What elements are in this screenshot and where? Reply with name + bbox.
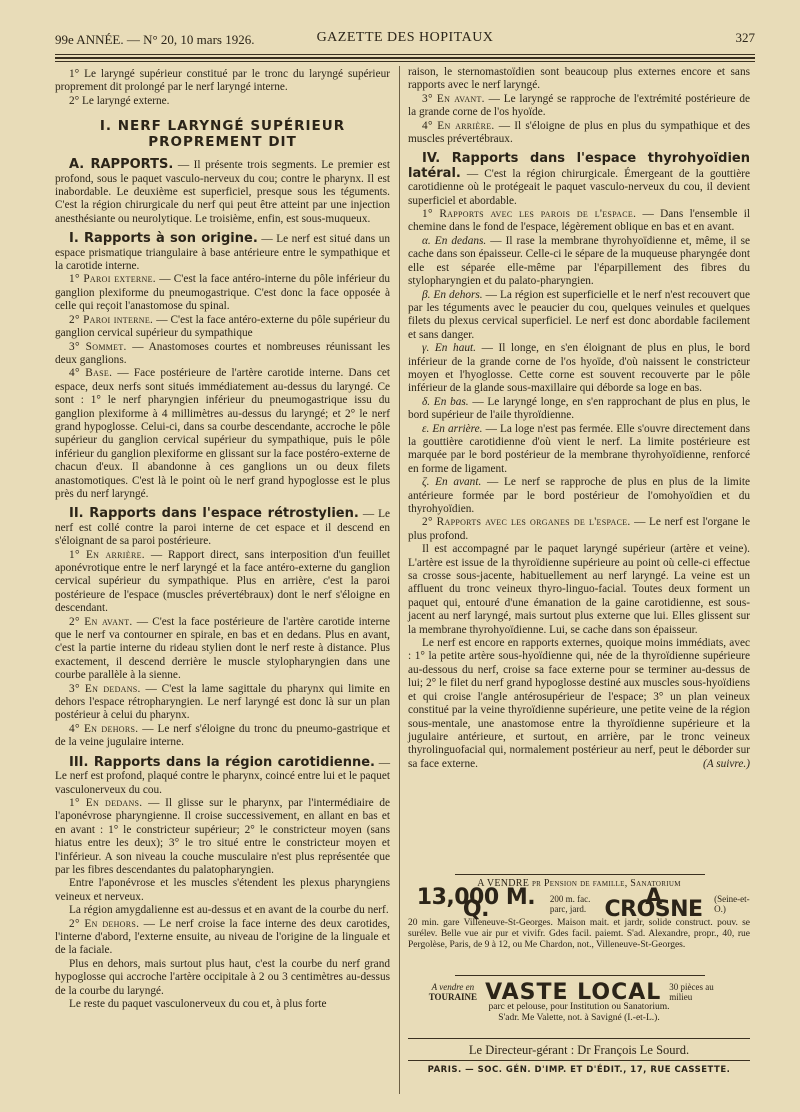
- label: 1° En dedans.: [69, 796, 143, 809]
- ad-headline: A VENDRE pr Pension de famille, Sanatorium: [477, 878, 681, 889]
- footer-rule: [408, 1038, 750, 1039]
- paragraph: [55, 756, 390, 797]
- text: — Le nerf se rapproche de plus en plus de la limite antérieure formée par le bord postérieur de l'omohyoïdien et du thyrohyoïdien.: [408, 476, 750, 515]
- label: 2° Rapports avec les organes de l'espace.: [422, 516, 631, 529]
- ad-place: A CROSNE: [604, 885, 703, 922]
- heading: I. Rapports à son origine.: [69, 231, 258, 247]
- text: — C'est la lame sagittale du pharynx qui limite en dehors l'espace rétropharyngien. Le nerf laryngé est donc là sur un plan postérieur à celui du pharynx.: [55, 682, 390, 722]
- paragraph: [55, 273, 390, 313]
- ad-text: 20 min. gare Villeneuve-St-Georges. Maison mait. et jardr, solide construct. pouv. se surélev. Belle vue air pur et vivifr. Gdes facil. paiemt. S'ad. Alexandre, propr., 40, rue Pergolèse, Paris, de 9 à 12, ou Me Chardon, not., Villeneuve-St-Georges.: [408, 918, 750, 950]
- label: ζ. En avant.: [422, 476, 482, 489]
- paragraph: [55, 232, 390, 273]
- section-title-line: PROPREMENT DIT: [148, 134, 297, 151]
- paragraph: raison, le sternomastoïdien sont beaucoup plus externes encore et sans rapports avec le nerf laryngé.: [408, 66, 750, 92]
- label: ε. En arrière.: [422, 422, 483, 435]
- ad-text: 30 pièces au milieu: [669, 982, 714, 1002]
- text: — La loge n'est pas fermée. Elle s'ouvre directement dans la gouttière carotidienne d'où vient le nerf. La limite postérieure est marquée par le bord postérieur de la membrane thyrohyoïdienne, renforcé en forme de ligament.: [408, 422, 751, 475]
- ad-row: [408, 979, 750, 1005]
- advertisement-sale: [408, 878, 750, 972]
- label: 4° Base.: [69, 367, 113, 380]
- ad-location: [429, 982, 477, 1002]
- column-separator: [399, 66, 400, 1094]
- label: 2° En dehors.: [69, 917, 140, 930]
- paragraph: [55, 341, 390, 368]
- text: — Dans l'ensemble il chemine dans le fond de l'espace, légèrement oblique en bas et en avant.: [408, 208, 750, 234]
- label: γ. En haut.: [422, 342, 476, 355]
- paragraph: [55, 616, 390, 683]
- ad-headline: VASTE LOCAL: [485, 979, 662, 1005]
- text: — C'est la face postérieure de l'artère carotide interne que le nerf va contourner en spirale, en bas et en dedans. Plus en avant, c'est la partie interne du rideau stylien dont le nerf reste à distance. Plus exactement, il descend derrière le muscle stylopharyngien dans une courbe parallèle à la sienne.: [55, 615, 391, 682]
- ad-dept: (Seine-et-O.): [714, 894, 750, 914]
- ad-text: TOURAINE: [428, 992, 478, 1002]
- text: — Le nerf est situé dans un espace prismatique triangulaire à base antérieure entre le sympathique et la carotide interne.: [55, 233, 390, 273]
- text: — Le nerf est collé contre la paroi interne de cet espace et il descend en s'éloignant de sa paroi postérieure.: [55, 508, 391, 548]
- paragraph: [408, 93, 750, 120]
- paragraph: [408, 396, 750, 423]
- text: — Le nerf est profond, plaqué contre le pharynx, coincé entre lui et le paquet vasculonerveux du cou.: [55, 756, 391, 796]
- label: 4° En dehors.: [69, 722, 139, 735]
- paragraph: [55, 507, 390, 548]
- paragraph: [55, 918, 390, 958]
- paragraph: [408, 342, 750, 396]
- label: δ. En bas.: [422, 395, 469, 408]
- label: β. En dehors.: [422, 288, 483, 301]
- ad-price: 13,000 M. Q.: [416, 885, 536, 922]
- label: 1° Paroi externe.: [69, 273, 156, 286]
- label: α. En dedans.: [422, 234, 487, 247]
- label: 3° En dedans.: [69, 682, 141, 695]
- paragraph: [408, 423, 750, 477]
- printer-line: PARIS. — SOC. GÉN. D'IMP. ET D'ÉDIT., 17, RUE CASSETTE.: [427, 1065, 731, 1075]
- label: 1° En arrière.: [69, 548, 145, 561]
- paragraph: [408, 637, 750, 771]
- text: Le nerf est encore en rapports externes, quoique moins immédiats, avec : 1° la petite artère sous-hyoïdienne qui, née de la thyroïdienne supérieure au-dessous du nerf, croise sa face externe pour se terminer au-dessus de lui; 2° le filet du nerf grand hypoglosse destiné aux muscles sous-hyoïdiens et qui croise l'angle antérosupérieur de l'espace; 3° un plan veineux constitué par la veine thyroïdienne supérieure, une petite veine de la région sous-mentale, une anastomose entre la thyroïdienne supérieure et la jugulaire antérieure, et surtout, en arrière, par le tronc veineux thyrolinguofacial qui, normalement postérieur au nerf, peut le déborder sur sa face externe.: [408, 637, 750, 770]
- advertisement-touraine: [408, 979, 750, 1034]
- header-rule: [55, 57, 755, 59]
- ad-text: A vendre en: [431, 982, 475, 992]
- text: — Il présente trois segments. Le premier est profond, sous le paquet vasculo-nerveux du cou; contre le pharynx. Il est inabordable. Le deuxième est superficiel, presque sous les téguments. C'est la région chirurgicale du nerf qui peut être atteint par une injection anesthésiante ou neurolytique. Le troisième, enfin, est sous-muqueux.: [55, 159, 390, 225]
- paragraph: Le reste du paquet vasculonerveux du cou et, à plus forte: [69, 998, 327, 1010]
- paragraph: [55, 314, 390, 341]
- to-be-continued: (A suivre.): [702, 757, 750, 770]
- section-title: [55, 118, 390, 150]
- left-column: [55, 68, 390, 1011]
- paragraph: Plus en dehors, mais surtout plus haut, c'est la courbe du nerf grand hypoglosse qui accroche l'artère occipitale à 2 ou 3 centimètres au-dessus de la courbe du laryngé.: [55, 957, 390, 997]
- paragraph: [408, 208, 750, 235]
- text: — La région est superficielle et le nerf n'est recouvert que par les téguments avec le peaucier du cou, quelques veinules et quelques filets du plexus cervical superficiel. Le nerf est donc abordable facilement et sans danger.: [408, 288, 750, 341]
- header-rule: [55, 54, 755, 55]
- paragraph: [55, 549, 390, 616]
- paragraph: [55, 683, 390, 723]
- ad-text: parc et pelouse, pour Institution ou Sanatorium.: [488, 1002, 670, 1012]
- heading: II. Rapports dans l'espace rétrostylien.: [69, 506, 359, 522]
- section-title-line: I. NERF LARYNGÉ SUPÉRIEUR: [99, 118, 346, 135]
- label: 1° Rapports avec les parois de l'espace.: [422, 208, 637, 221]
- text: — C'est la région chirurgicale. Émergeant de la gouttière carotidienne où le protégeait le paquet vasculo-nerveux du cou, il devient superficiel et abordable.: [408, 167, 750, 207]
- text: — Le nerf croise la face interne des deux carotides, l'interne d'abord, l'externe ensuite, au niveau de l'origine de la linguale et de la faciale.: [55, 917, 390, 957]
- text: — Le laryngé se rapproche de l'extrémité postérieure de la grande corne de l'os hyoïde.: [408, 92, 751, 119]
- paragraph: [408, 120, 750, 147]
- footer-rule: [408, 1060, 750, 1061]
- ad-text: S'adr. Me Valette, not. à Savigné (I.-et-L.).: [498, 1013, 660, 1023]
- paragraph: [408, 289, 750, 343]
- page-number: 327: [735, 30, 755, 45]
- paragraph: [55, 158, 390, 226]
- label: 3° En avant.: [422, 92, 485, 105]
- ad-row: [408, 885, 750, 922]
- paragraph: [55, 367, 390, 501]
- paragraph: [408, 235, 750, 289]
- ad-detail: 200 m. fac. parc, jard.: [549, 894, 591, 914]
- right-column: [408, 66, 750, 771]
- label: 2° Paroi interne.: [69, 313, 154, 326]
- heading: IV. Rapports dans l'espace thyrohyoïdien latéral.: [408, 151, 750, 181]
- paragraph: 2° Le laryngé externe.: [69, 94, 170, 107]
- text: — Il longe, en s'en éloignant de plus en plus, le bord inférieur de la grande corne de l'os hyoïde, d'où naissent le constricteur moyen et l'hyoglosse. Cette corne est souvent recouverte par le pôle inférieur de la glande sous-maxillaire qui déborde sa loge en bas.: [408, 342, 751, 395]
- ad-rule: [455, 874, 705, 875]
- header-rule: [55, 61, 755, 62]
- page-header: [55, 28, 755, 50]
- text: — Il rase la membrane thyrohyoïdienne et, même, il se cache dans son épaisseur. Celle-ci le sépare de la muqueuse pharyngée dont elle est séparée elle-même par l'éparpillement des fibres du stylopharyngien et du palato-pharyngien.: [408, 234, 750, 288]
- text: — Il s'éloigne de plus en plus du sympathique et des muscles prévertébraux.: [408, 119, 750, 146]
- label: 4° En arrière.: [422, 119, 495, 132]
- issue-info: 99e ANNÉE. — N° 20, 10 mars 1926.: [55, 32, 255, 47]
- paragraph: La région amygdalienne est au-dessus et en avant de la courbe du nerf.: [69, 904, 389, 917]
- label: 2° En avant.: [69, 615, 133, 628]
- paragraph: Il est accompagné par le paquet laryngé supérieur (artère et veine). L'artère est issue de la thyroïdienne supérieure au point où celle-ci effectue sa crosse sous-jacente, habituellement au nerf laryngé. La veine est un affluent du tronc veineux thyro-linguo-facial. Toutes deux forment un paquet qui, entouré d'une émanation de la gaine carotidienne, est sous-jacent au nerf laryngé, mais surtout plus externe que lui. Elles glissent sur la membrane thyrohyoïdienne. Lui, se cache dans son épaisseur.: [408, 543, 750, 636]
- paragraph: 1° Le laryngé supérieur constitué par le tronc du laryngé supérieur proprement dit prolongé par le nerf laryngé interne.: [55, 68, 390, 94]
- text: — Le nerf s'éloigne du tronc du pneumo-gastrique et de la veine jugulaire interne.: [55, 722, 390, 749]
- paragraph: [55, 723, 390, 750]
- text: — Rapport direct, sans interposition d'un feuillet aponévrotique entre le nerf laryngé et la face antéro-externe du ganglion cervical supérieur du sympathique. Plus en arrière, c'est la paroi postérieure de l'espace (muscles prévertébraux) dont le nerf s'éloigne en descendant.: [55, 548, 390, 615]
- text: — Il glisse sur le pharynx, par l'intermédiaire de l'aponévrose pharyngienne. Il croise successivement, en allant en bas et en avant : 1° le constricteur supérieur; 2° le constricteur moyen (sans hiatus entre les deux); 3° le tro situé entre le constricteur moyen et l'inférieur. A son niveau la couche musculaire n'est plus représentée que par les fibres descendantes du palatopharyngien.: [55, 796, 391, 876]
- label: 3° Sommet.: [69, 340, 127, 353]
- heading: A. RAPPORTS.: [69, 157, 174, 173]
- paragraph: Entre l'aponévrose et les muscles s'étendent les plexus pharyngiens veineux et nerveux.: [55, 877, 390, 903]
- ad-rule: [455, 975, 705, 976]
- text: — C'est la face antéro-interne du pôle inférieur du ganglion plexiforme du pneumogastrique. C'est donc la face opposée à celle qui reçoit l'anastomose du spinal.: [55, 273, 390, 313]
- text: — Anastomoses courtes et nombreuses réunissant les deux ganglions.: [55, 340, 391, 366]
- text: — Le nerf est l'organe le plus profond.: [408, 516, 750, 542]
- paragraph: [408, 152, 750, 208]
- paragraph: [55, 797, 390, 877]
- journal-title: GAZETTE DES HOPITAUX: [316, 30, 494, 45]
- director-line: Le Directeur-gérant : Dr François Le Sourd.: [468, 1043, 690, 1057]
- text: — C'est la face antéro-externe du pôle supérieur du ganglion cervical supérieur du sympathique: [55, 313, 390, 340]
- paragraph: [408, 516, 750, 543]
- text: — Face postérieure de l'artère carotide interne. Dans cet espace, deux nerfs sont situés immédiatement au-dessus du laryngé. Ce sont : 1° le nerf pharyngien inférieur du pneumogastrique issu du ganglion plexiforme à 4 millimètres au-dessus du laryngé; et 2° le nerf grand hypoglosse. Celui-ci, dans sa courbe descendante, accroche le pôle supérieur du ganglion cervical supérieur du sympathique, puis le pôle inférieur du ganglion plexiforme en glissant sur la face postéro-externe de chacun d'eux. Il abandonne à ces ganglions un ou deux filets anastomotiques. C'est là le point où le nerf grand hypoglosse est le plus près du nerf laryngé.: [55, 367, 390, 500]
- heading: III. Rapports dans la région carotidienne.: [69, 754, 375, 770]
- paragraph: [408, 476, 750, 516]
- text: — Le laryngé longe, en s'en rapprochant de plus en plus, le bord supérieur de l'aile thyroïdienne.: [408, 395, 751, 422]
